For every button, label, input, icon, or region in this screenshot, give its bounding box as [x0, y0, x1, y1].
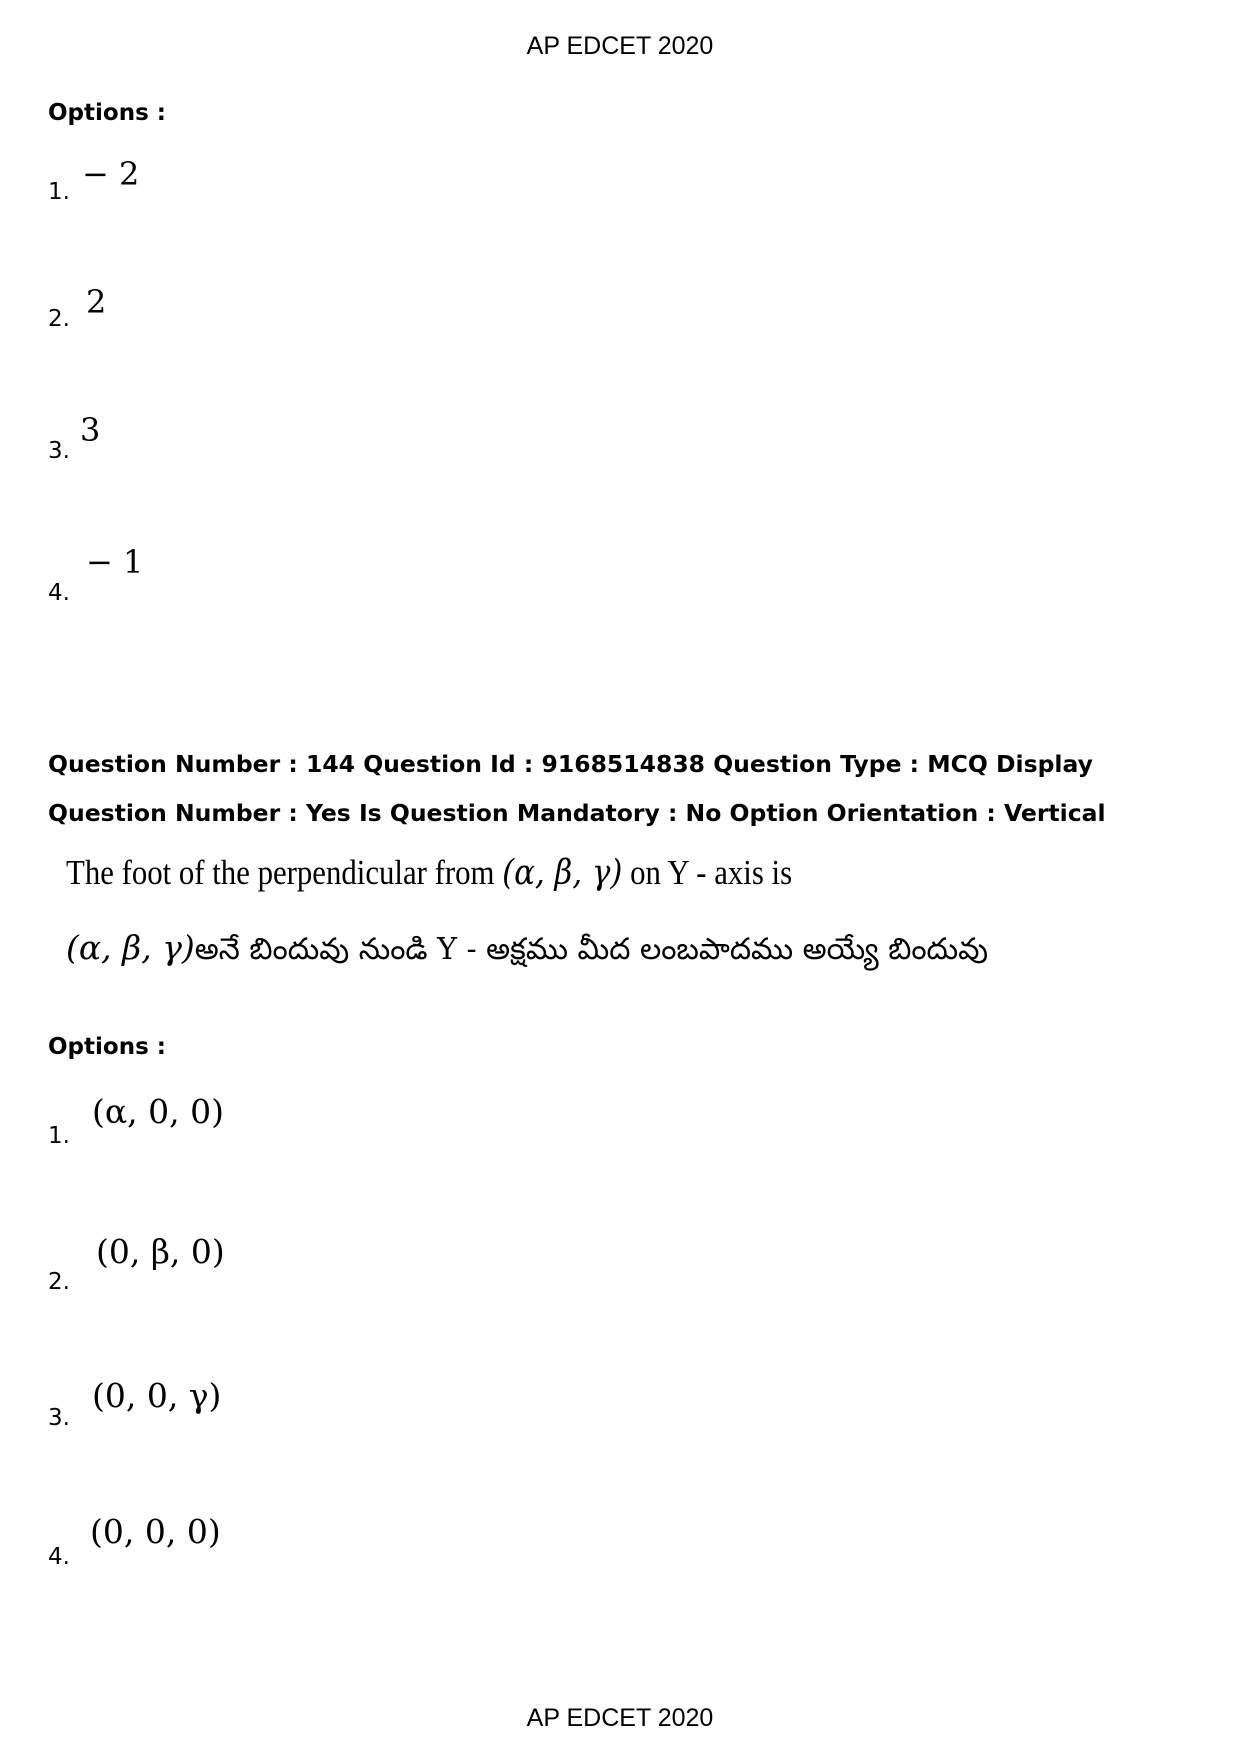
option-number: 4. [48, 580, 70, 606]
question-text-english [66, 853, 792, 893]
option-value: 2 [86, 283, 107, 321]
option-value: (0, β, 0) [96, 1232, 225, 1271]
page-footer: AP EDCET 2020 [526, 1704, 714, 1732]
option-value: (0, 0, γ) [92, 1376, 222, 1415]
options-heading: Options : [48, 1034, 166, 1060]
page-header: AP EDCET 2020 [526, 32, 714, 60]
question-text-english-prefix: The foot of the perpendicular from [66, 853, 495, 892]
option-value: 3 [80, 411, 101, 449]
option-number: 3. [48, 438, 70, 464]
question-point-tuple-telugu: (α, β, γ) [66, 928, 195, 967]
option-number: 3. [48, 1405, 70, 1431]
option-value: (α, 0, 0) [92, 1092, 224, 1131]
option-number: 4. [48, 1544, 70, 1570]
question-point-tuple: (α, β, γ) [502, 853, 623, 893]
option-value: − 1 [86, 543, 144, 581]
question-text-english-suffix: on Y - axis is [630, 853, 793, 892]
option-number: 1. [48, 1123, 70, 1149]
question-text-telugu-suffix: అనే బిందువు నుండి Y - అక్షము మీద లంబపాదము అయ్యే బిందువు [194, 932, 989, 967]
option-value: (0, 0, 0) [90, 1512, 221, 1551]
option-number: 2. [48, 306, 70, 332]
options-heading: Options : [48, 100, 166, 126]
option-number: 1. [48, 179, 70, 205]
option-number: 2. [48, 1269, 70, 1295]
question-meta: Question Number : 144 Question Id : 9168514838 Question Type : MCQ Display Question Number : Yes Is Question Mandatory : No Option Orientation : Vertical [48, 750, 1106, 827]
question-text-telugu [66, 928, 988, 974]
option-value: − 2 [82, 155, 140, 193]
